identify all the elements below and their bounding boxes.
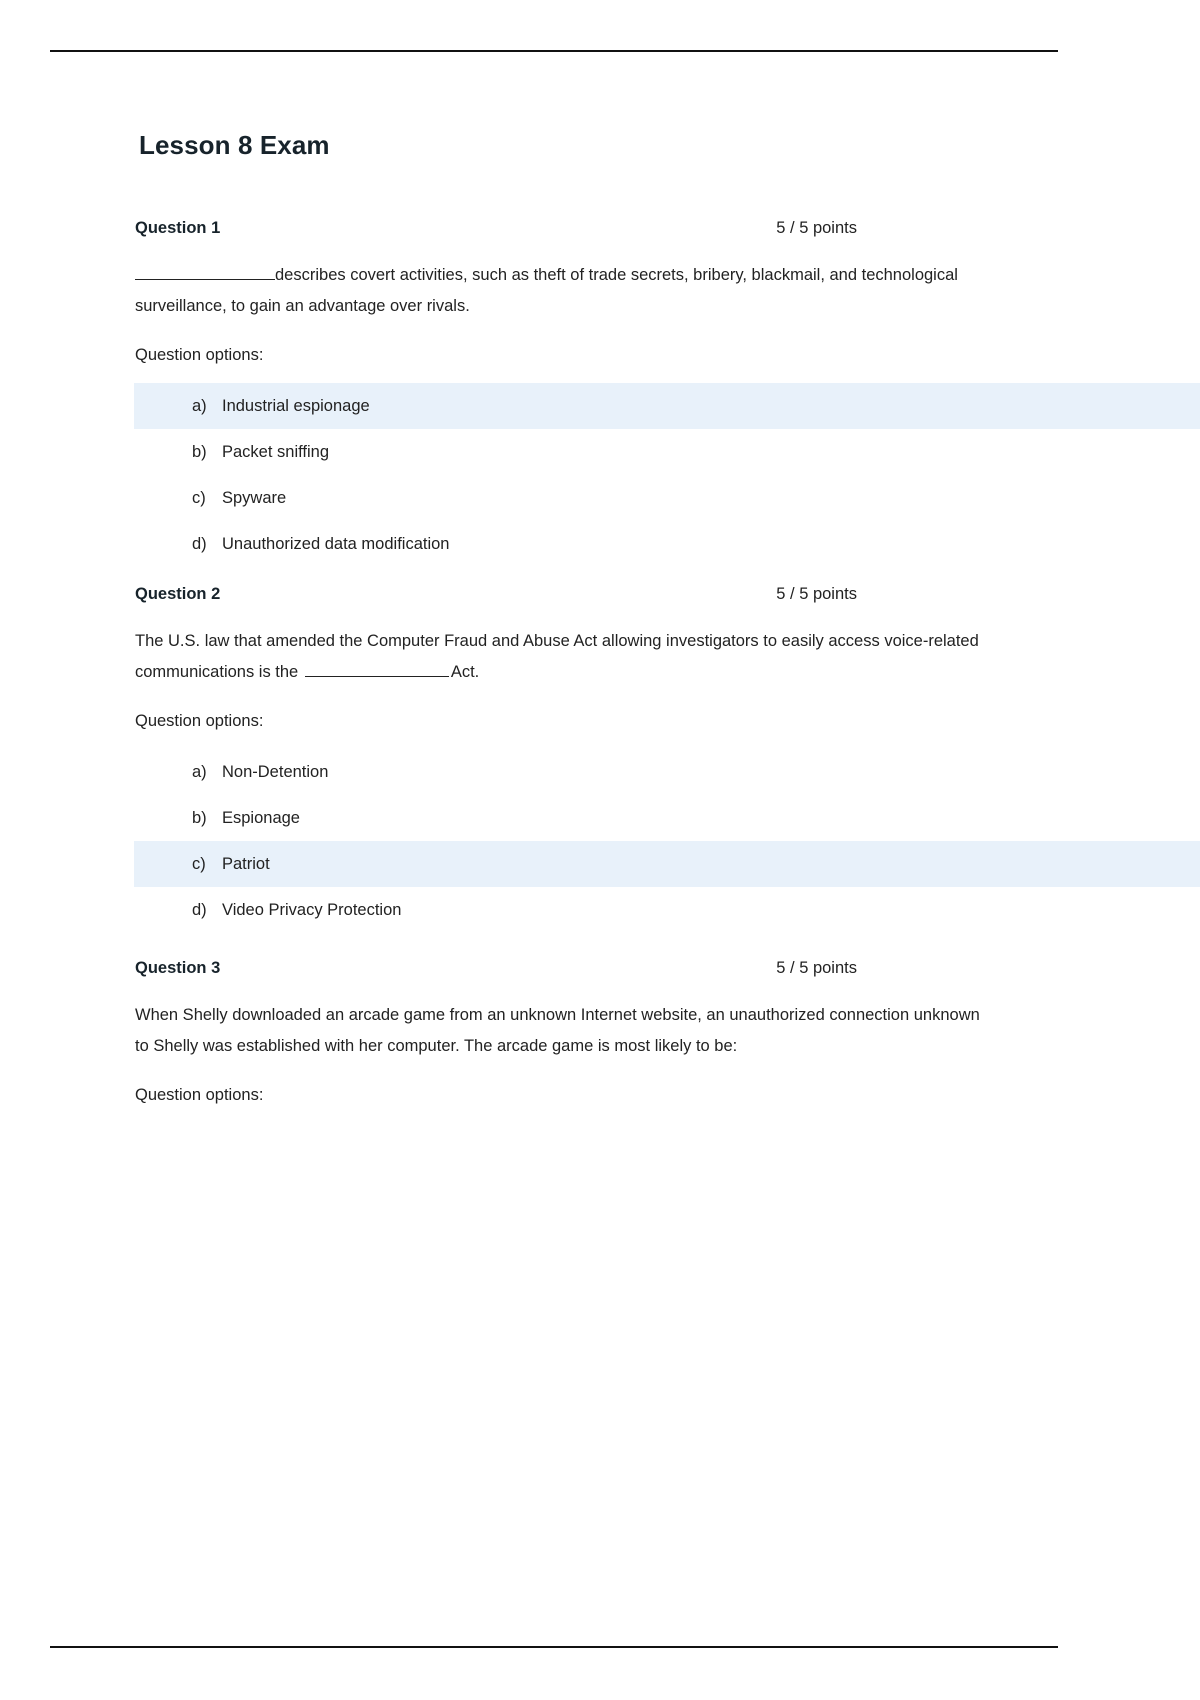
option-letter: d) (192, 900, 207, 919)
header-rule (50, 50, 1058, 52)
question-label-3: Question 3 (135, 959, 221, 977)
option-label: Patriot (222, 854, 270, 873)
question-stem-3: When Shelly downloaded an arcade game from an unknown Internet website, an unauthorized connection unknown to Shelly was established with her computer. The arcade game is most likely to be: (135, 1006, 980, 1055)
question-stem-1 (135, 260, 995, 322)
footer-rule (50, 1646, 1058, 1648)
options-label-1: Question options: (135, 346, 264, 364)
option-1b[interactable] (134, 429, 1200, 475)
option-label: Non-Detention (222, 762, 329, 781)
options-label-3: Question options: (135, 1086, 264, 1104)
question-header-3 (135, 959, 857, 978)
option-2a[interactable] (134, 749, 1200, 795)
question-points-2: 5 / 5 points (776, 585, 857, 603)
option-label: Video Privacy Protection (222, 900, 402, 919)
option-1a[interactable] (134, 383, 1200, 429)
question-label-2: Question 2 (135, 585, 221, 603)
options-label-2: Question options: (135, 712, 264, 730)
question-stem-2 (135, 626, 995, 688)
option-2c[interactable] (134, 841, 1200, 887)
option-letter: a) (192, 396, 207, 415)
question-header-1 (135, 219, 857, 238)
answer-blank-icon (305, 658, 449, 677)
question-stem-text-2-pre: The U.S. law that amended the Computer Fraud and Abuse Act allowing investigators to easily access voice-related communications is the (135, 632, 979, 681)
option-label: Spyware (222, 488, 287, 507)
option-letter: c) (192, 488, 206, 507)
question-block-3 (135, 959, 1135, 1105)
question-points-3: 5 / 5 points (776, 959, 857, 977)
option-2d[interactable] (134, 887, 1200, 933)
option-label: Industrial espionage (222, 396, 370, 415)
option-letter: a) (192, 762, 207, 781)
question-stem-text-2-post: Act. (450, 663, 480, 681)
option-label: Packet sniffing (222, 442, 330, 461)
option-letter: b) (192, 808, 207, 827)
answer-blank-icon (135, 261, 275, 280)
option-1d[interactable] (134, 521, 1200, 567)
option-label: Unauthorized data modification (222, 534, 450, 553)
question-stem-text-1: describes covert activities, such as theft of trade secrets, bribery, blackmail, and technological surveillance, to gain an advantage over rivals. (135, 266, 958, 315)
option-label: Espionage (222, 808, 300, 827)
question-label-1: Question 1 (135, 219, 221, 237)
option-letter: d) (192, 534, 207, 553)
question-block-2 (135, 585, 1135, 933)
question-header-2 (135, 585, 857, 604)
option-letter: c) (192, 854, 206, 873)
option-1c[interactable] (134, 475, 1200, 521)
question-points-1: 5 / 5 points (776, 219, 857, 237)
question-block-1 (135, 219, 1135, 567)
page-title: Lesson 8 Exam (139, 130, 330, 160)
option-letter: b) (192, 442, 207, 461)
document-content (135, 130, 1135, 1123)
option-2b[interactable] (134, 795, 1200, 841)
